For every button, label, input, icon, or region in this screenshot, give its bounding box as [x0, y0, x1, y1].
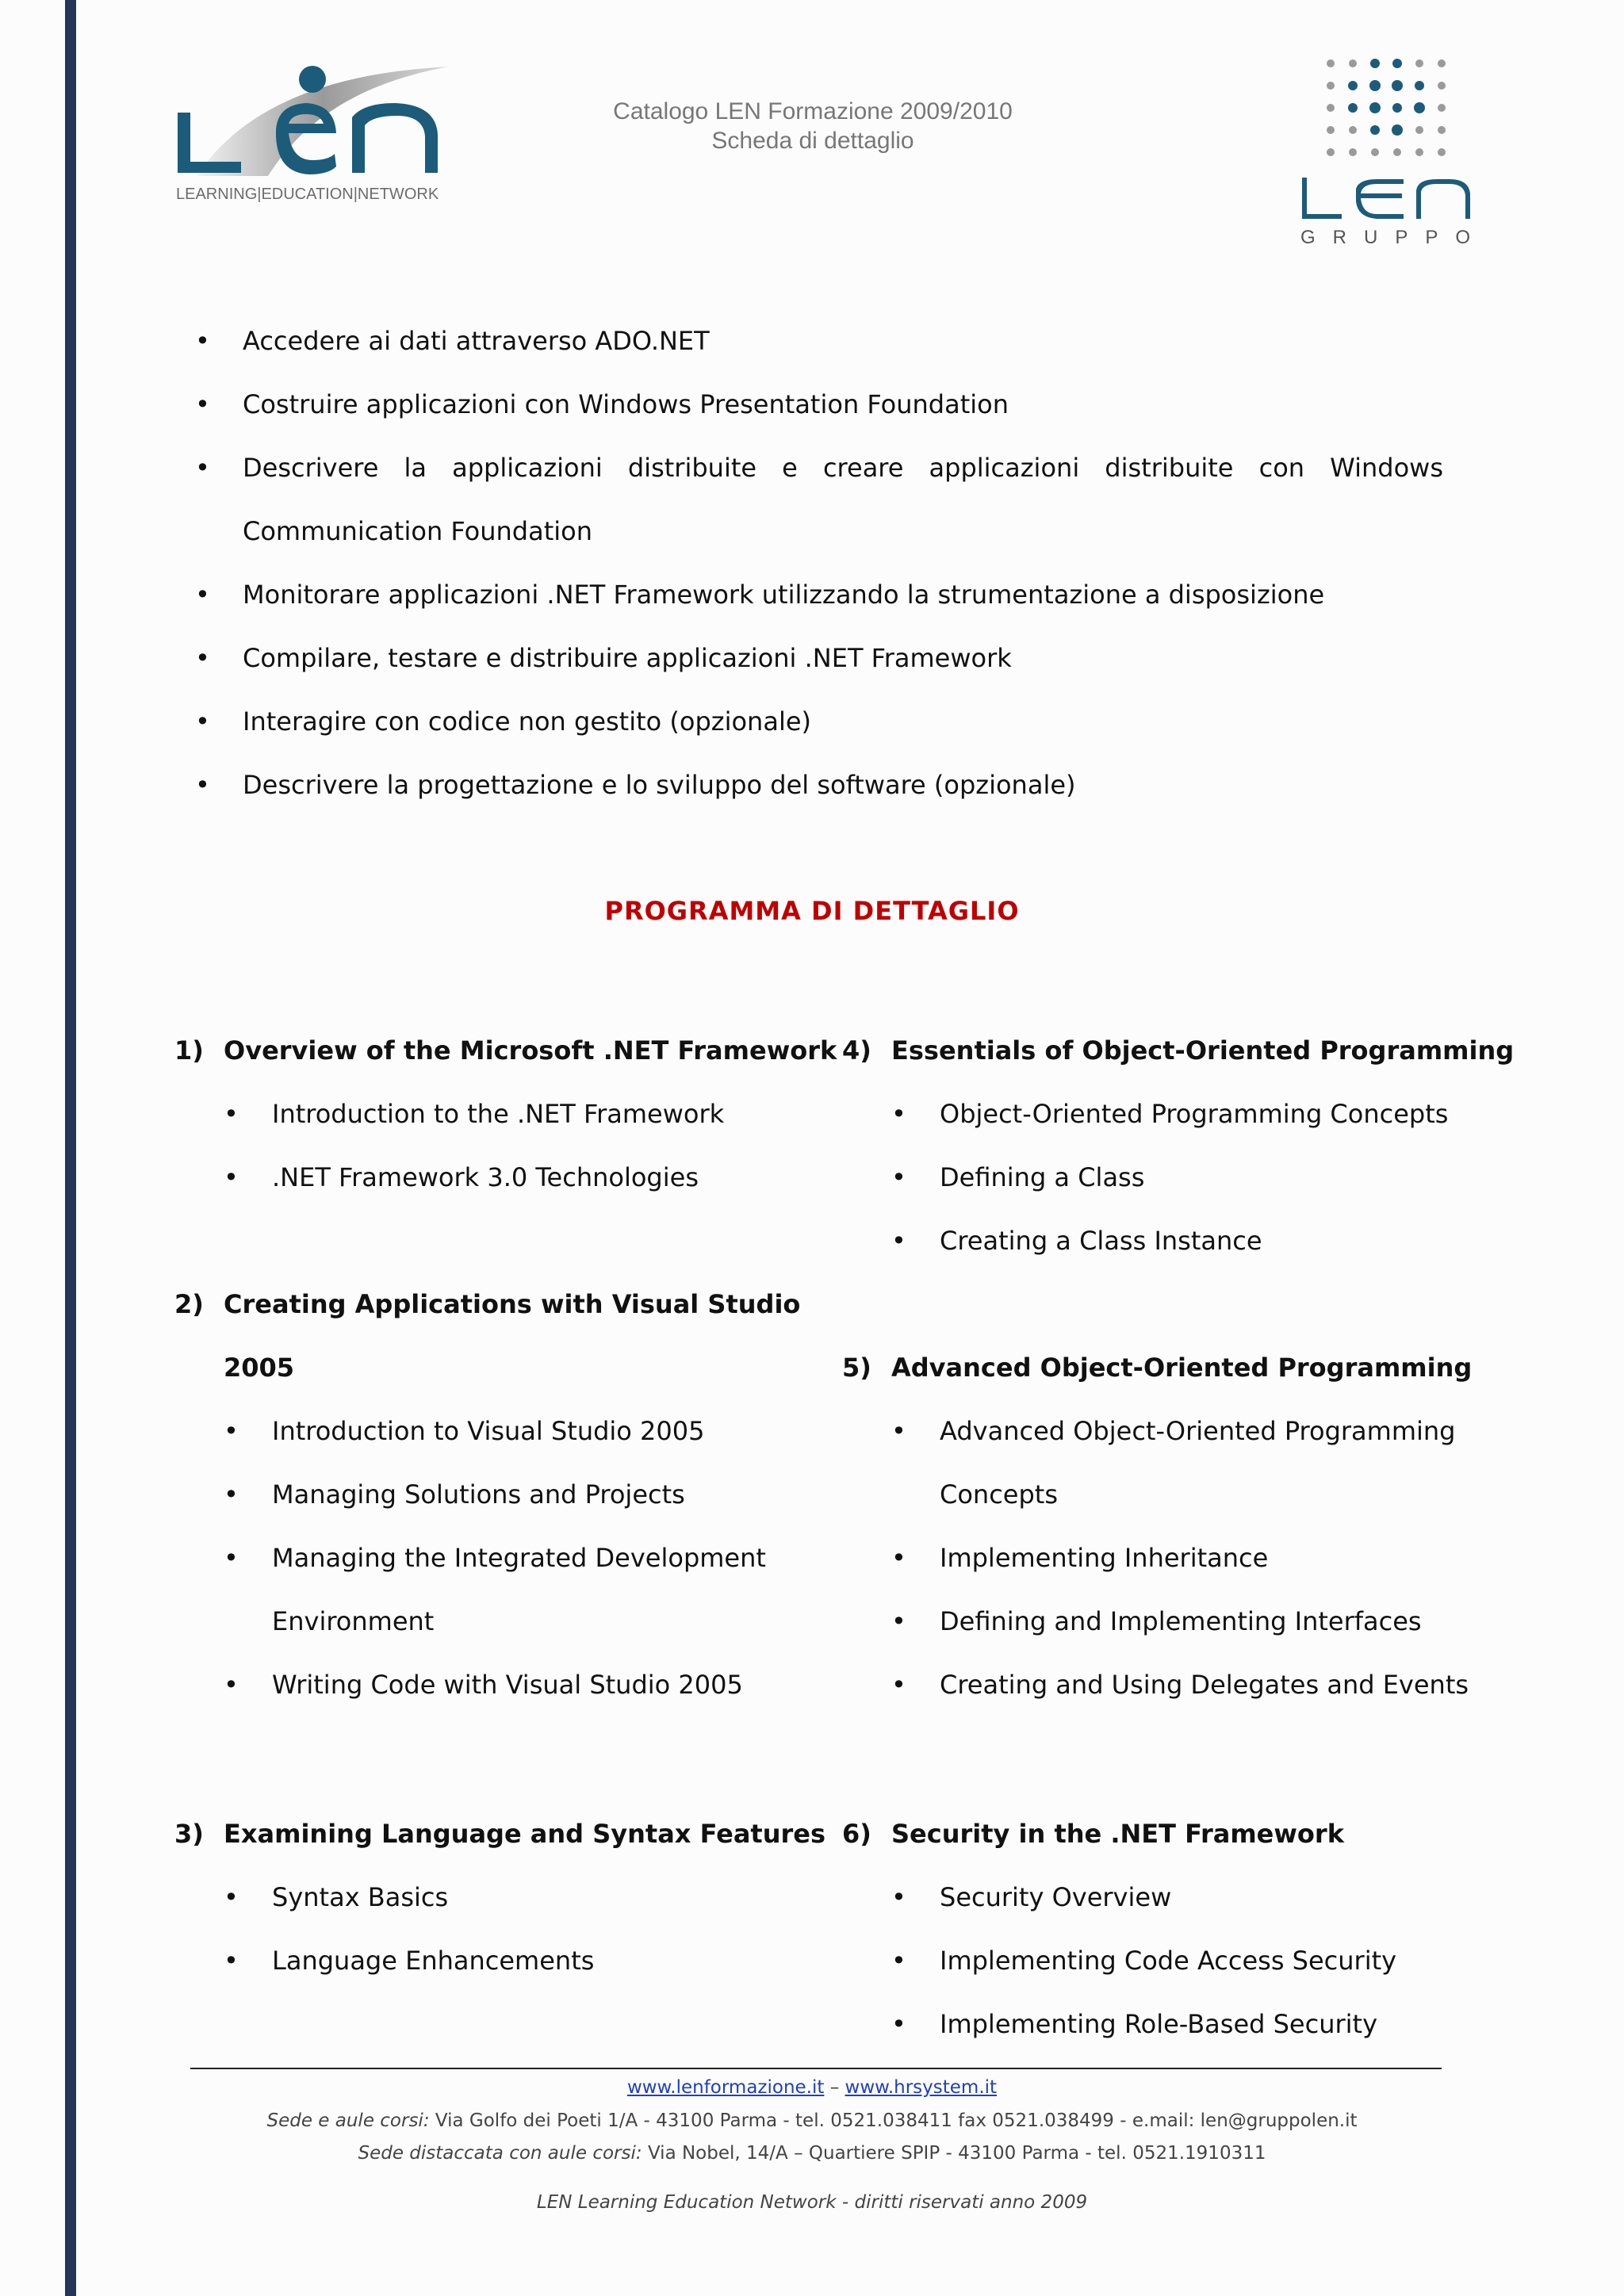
module-topic: [174, 1866, 848, 1929]
program-module: [174, 1272, 848, 1716]
logo-dot: [1348, 81, 1358, 90]
module-topic-text: Defining and Implementing Interfaces: [940, 1606, 1422, 1636]
catalog-title-line2: Scheda di dettaglio: [711, 128, 914, 154]
module-title: [174, 1802, 848, 1866]
module-title: [842, 1802, 1516, 1866]
logo-dot: [1371, 148, 1379, 156]
footer-address-main-text: Via Golfo dei Poeti 1/A - 43100 Parma - tel. 0521.038411 fax 0521.038499 - e.mail: len@gruppolen.it: [435, 2110, 1358, 2131]
module-topic-text: Object-Oriented Programming Concepts: [940, 1099, 1449, 1129]
len-logo: [173, 57, 458, 208]
logo-dot: [1370, 59, 1380, 68]
logo-dot: [1414, 102, 1425, 113]
footer-link-lenformazione[interactable]: www.lenformazione.it: [626, 2077, 825, 2098]
module-title-text: Essentials of Object-Oriented Programming: [891, 1035, 1515, 1066]
program-module: [174, 1019, 848, 1209]
logo-dot: [1327, 104, 1335, 112]
bullet-icon: •: [891, 1882, 906, 1912]
module-topic: [174, 1653, 848, 1716]
bullet-icon: •: [891, 1543, 906, 1573]
module-title-text: Examining Language and Syntax Features: [224, 1819, 826, 1849]
module-title-text: Security in the .NET Framework: [891, 1819, 1344, 1849]
catalog-heading: [555, 97, 1071, 155]
module-topic: [174, 1146, 848, 1209]
module-topic: [842, 1399, 1516, 1526]
bullet-icon: •: [195, 643, 210, 673]
module-topic: [174, 1463, 848, 1526]
bullet-icon: •: [195, 326, 210, 356]
module-topic: [842, 1209, 1516, 1272]
logo-dot: [1369, 80, 1381, 91]
module-topic-text: .NET Framework 3.0 Technologies: [272, 1162, 699, 1192]
catalog-title-line1: Catalogo LEN Formazione 2009/2010: [613, 98, 1013, 124]
logo-dot: [1349, 148, 1357, 156]
objective-text: Costruire applicazioni con Windows Presentation Foundation: [243, 389, 1009, 419]
module-topic-text: Creating and Using Delegates and Events: [940, 1670, 1469, 1700]
logo-dot: [1327, 82, 1335, 90]
bullet-icon: •: [224, 1946, 239, 1976]
module-topic-text: Language Enhancements: [272, 1946, 595, 1976]
module-number: 1): [174, 1035, 204, 1066]
module-topic-text: Implementing Inheritance: [940, 1543, 1269, 1573]
module-topics: [174, 1399, 848, 1716]
bullet-icon: •: [891, 1162, 906, 1192]
logo-dot: [1438, 126, 1446, 134]
module-title-text: Creating Applications with Visual Studio 2005: [224, 1289, 801, 1383]
len-gruppo-logo: [1293, 54, 1488, 252]
logo-dot: [1415, 59, 1423, 67]
module-topic: [842, 1866, 1516, 1929]
logo-dot: [1392, 124, 1403, 136]
program-module: [174, 1802, 848, 1992]
objective-text: Monitorare applicazioni .NET Framework utilizzando la strumentazione a disposizione: [243, 580, 1325, 610]
footer-address-branch-text: Via Nobel, 14/A – Quartiere SPIP - 43100 Parma - tel. 0521.1910311: [647, 2143, 1266, 2164]
module-title: [174, 1272, 848, 1399]
footer-copyright: [0, 2192, 1624, 2213]
module-topic-text: Advanced Object-Oriented Programming Concepts: [940, 1416, 1456, 1510]
program-module: [842, 1019, 1516, 1272]
objective-item: [190, 626, 1443, 690]
module-topic: [842, 1146, 1516, 1209]
module-topic-text: Creating a Class Instance: [940, 1226, 1262, 1256]
program-module: [842, 1336, 1516, 1716]
bullet-icon: •: [891, 1416, 906, 1446]
objective-text: Compilare, testare e distribuire applicazioni .NET Framework: [243, 643, 1012, 673]
footer-copyright-text: LEN Learning Education Network - diritti riservati anno 2009: [536, 2192, 1088, 2213]
module-number: 5): [842, 1353, 871, 1383]
logo-dot: [1415, 126, 1423, 134]
len-logo-tagline: LEARNING|EDUCATION|NETWORK: [176, 186, 439, 203]
footer-links: [0, 2077, 1624, 2098]
module-topic-text: Writing Code with Visual Studio 2005: [272, 1670, 743, 1700]
program-module: [842, 1802, 1516, 2056]
objectives-list: [190, 309, 1443, 817]
module-topics: [842, 1082, 1516, 1272]
footer-address-branch: [0, 2143, 1624, 2164]
footer-address-main: [0, 2110, 1624, 2131]
module-topic-text: Introduction to the .NET Framework: [272, 1099, 725, 1129]
module-topic-text: Managing Solutions and Projects: [272, 1479, 685, 1510]
bullet-icon: •: [224, 1670, 239, 1700]
bullet-icon: •: [891, 1099, 906, 1129]
logo-dot: [1370, 125, 1380, 135]
logo-dot: [1327, 59, 1335, 67]
bullet-icon: •: [224, 1479, 239, 1510]
logo-dot: [1327, 148, 1335, 156]
logo-dot: [1369, 102, 1381, 113]
bullet-icon: •: [891, 1606, 906, 1636]
objective-text: Descrivere la progettazione e lo sviluppo del software (opzionale): [243, 770, 1076, 800]
bullet-icon: •: [224, 1162, 239, 1192]
logo-dot: [1349, 59, 1357, 67]
module-topic-text: Syntax Basics: [272, 1882, 449, 1912]
bullet-icon: •: [224, 1416, 239, 1446]
module-title-text: Advanced Object-Oriented Programming: [891, 1353, 1473, 1383]
module-topic: [842, 1526, 1516, 1590]
objective-item: [190, 753, 1443, 817]
bullet-icon: •: [224, 1099, 239, 1129]
objective-text: Accedere ai dati attraverso ADO.NET: [243, 326, 710, 356]
bullet-icon: •: [891, 1670, 906, 1700]
module-topics: [842, 1866, 1516, 2056]
module-topic: [174, 1929, 848, 1992]
logo-dot: [1393, 148, 1401, 156]
module-number: 6): [842, 1819, 871, 1849]
bullet-icon: •: [195, 580, 210, 610]
module-topic-text: Managing the Integrated Development Environment: [272, 1543, 766, 1636]
spacer: [174, 1209, 848, 1272]
logo-dot: [1392, 103, 1402, 113]
module-topic: [842, 1590, 1516, 1653]
spacer: [842, 1716, 1516, 1802]
bullet-icon: •: [224, 1882, 239, 1912]
module-topics: [174, 1082, 848, 1209]
spacer: [842, 1272, 1516, 1336]
left-margin-bar: [65, 0, 76, 2296]
footer-divider: [190, 2068, 1442, 2069]
logo-dot: [1438, 82, 1446, 90]
logo-dot: [1349, 126, 1357, 134]
module-topic: [842, 1992, 1516, 2056]
module-topic-text: Security Overview: [940, 1882, 1172, 1912]
bullet-icon: •: [891, 1226, 906, 1256]
logo-dot: [1415, 81, 1424, 90]
objective-text: Interagire con codice non gestito (opzionale): [243, 706, 811, 737]
len-logo-graphic: [173, 57, 458, 184]
module-title: [174, 1019, 848, 1082]
module-topic: [174, 1526, 848, 1653]
spacer: [174, 1716, 848, 1802]
module-topic: [842, 1082, 1516, 1146]
objective-item: [190, 563, 1443, 626]
objective-item: [190, 373, 1443, 436]
bullet-icon: •: [195, 770, 210, 800]
module-topic-text: Implementing Role-Based Security: [940, 2009, 1378, 2039]
bullet-icon: •: [224, 1543, 239, 1573]
bullet-icon: •: [891, 2009, 906, 2039]
footer-link-hrsystem[interactable]: www.hrsystem.it: [845, 2077, 998, 2098]
module-title: [842, 1019, 1516, 1082]
module-topic-text: Introduction to Visual Studio 2005: [272, 1416, 705, 1446]
module-topic-text: Implementing Code Access Security: [940, 1946, 1397, 1976]
module-topic: [842, 1929, 1516, 1992]
module-topic: [174, 1399, 848, 1463]
module-number: 3): [174, 1819, 204, 1849]
program-column-right: [842, 1019, 1516, 2056]
program-column-left: [174, 1019, 848, 1992]
objective-item: [190, 309, 1443, 373]
module-topics: [842, 1399, 1516, 1716]
bullet-icon: •: [891, 1946, 906, 1976]
module-topic: [174, 1082, 848, 1146]
logo-dot: [1415, 148, 1423, 156]
len-gruppo-logo-word: GRUPPO: [1300, 227, 1488, 248]
footer-link-separator: –: [829, 2077, 840, 2098]
logo-dot: [1348, 103, 1358, 113]
module-topic-text: Defining a Class: [940, 1162, 1145, 1192]
logo-dot: [1438, 59, 1446, 67]
footer-address-main-label: Sede e aule corsi:: [266, 2110, 430, 2131]
bullet-icon: •: [195, 389, 210, 419]
logo-dot: [1438, 104, 1446, 112]
module-topic: [842, 1653, 1516, 1716]
module-title-text: Overview of the Microsoft .NET Framework: [224, 1035, 837, 1066]
bullet-icon: •: [195, 706, 210, 737]
logo-dot: [1392, 80, 1403, 91]
footer-address-branch-label: Sede distaccata con aule corsi:: [358, 2143, 642, 2164]
section-title: PROGRAMMA DI DETTAGLIO: [604, 896, 1020, 926]
logo-dot: [1327, 126, 1335, 134]
objective-item: [190, 436, 1443, 563]
module-title: [842, 1336, 1516, 1399]
logo-dot: [1392, 59, 1402, 68]
bullet-icon: •: [195, 453, 210, 483]
objective-text: Descrivere la applicazioni distribuite e creare applicazioni distribuite con Windows Communication Foundation: [243, 453, 1443, 546]
module-topics: [174, 1866, 848, 1992]
module-number: 2): [174, 1289, 204, 1319]
objective-item: [190, 690, 1443, 753]
logo-dot: [1438, 148, 1446, 156]
module-number: 4): [842, 1035, 871, 1066]
len-gruppo-graphic: [1293, 54, 1475, 220]
